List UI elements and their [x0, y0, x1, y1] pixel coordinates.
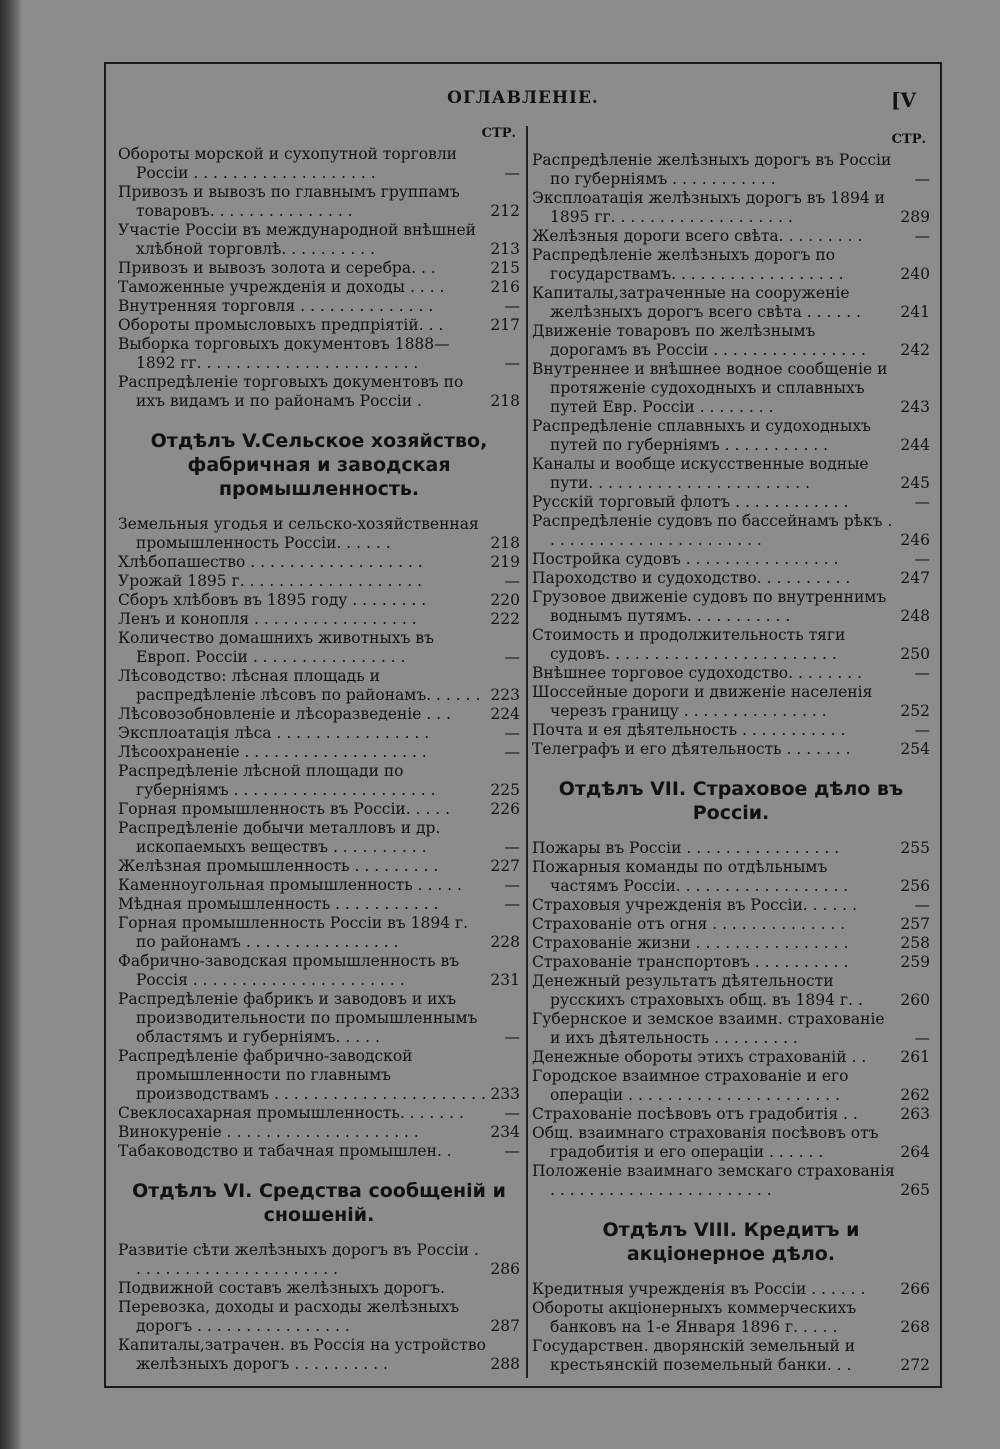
toc-entry [118, 1279, 520, 1298]
toc-entry-page: 241 [900, 303, 930, 321]
toc-entry-page: — [914, 170, 930, 188]
toc-entry-text: Распредѣленіе лѣсной площади по губерніямъ . . . . . . . . . . . . . . . . . . . . . [118, 762, 436, 799]
toc-entry-page: — [504, 354, 520, 372]
toc-entry-page: 242 [900, 341, 930, 359]
toc-entry-page: — [914, 896, 930, 914]
toc-entry-text: Движеніе товаровъ по желѣзнымъ дорогамъ въ Россіи . . . . . . . . . . . . . . . . [532, 322, 866, 359]
toc-entry [532, 550, 930, 569]
toc-entry-page: 218 [490, 392, 520, 410]
toc-entry-page: 248 [900, 607, 930, 625]
toc-entry-page: 258 [900, 934, 930, 952]
toc-entry-page: 265 [900, 1181, 930, 1199]
toc-entry [532, 1067, 930, 1105]
toc-entry-text: Государствен. дворянскій земельный и крестьянскій поземельный банки. . . [532, 1337, 856, 1374]
toc-entry-page: 262 [900, 1086, 930, 1104]
toc-entry [532, 915, 930, 934]
toc-entry [532, 493, 930, 512]
toc-entry-text: Количество домашнихъ животныхъ въ Европ. Россіи . . . . . . . . . . . . . . . . [118, 629, 434, 666]
toc-entry [532, 858, 930, 896]
toc-entry-page: 222 [490, 610, 520, 628]
toc-entry-page: 287 [490, 1317, 520, 1335]
toc-entry-page: — [504, 876, 520, 894]
toc-entry [532, 934, 930, 953]
toc-entry-text: Грузовое движеніе судовъ по внутреннимъ воднымъ путямъ. . . . . . . . . . . [532, 588, 887, 625]
toc-entry-text: Мѣдная промышленность . . . . . . . . . . . [118, 895, 439, 913]
toc-entry-text: Обороты морской и сухопутной торговли Россіи . . . . . . . . . . . . . . . . . . . [118, 145, 457, 182]
toc-entry [532, 626, 930, 664]
toc-entry [532, 151, 930, 189]
toc-entry [118, 762, 520, 800]
toc-entry [118, 819, 520, 857]
toc-entry-text: Страхованіе транспортовъ . . . . . . . . . . [532, 953, 849, 971]
toc-entry-text: Фабрично-заводская промышленность въ Россія . . . . . . . . . . . . . . . . . . . . . . [118, 952, 460, 989]
toc-entry [532, 972, 930, 1010]
toc-entry-page: 243 [900, 398, 930, 416]
toc-entry-text: Желѣзныя дороги всего свѣта. . . . . . . . . [532, 227, 863, 245]
toc-entry-page: 261 [900, 1048, 930, 1066]
toc-entry-page: 252 [900, 702, 930, 720]
toc-entry-text: Распредѣленіе желѣзныхъ дорогъ въ Россіи по губерніямъ . . . . . . . . . . . [532, 151, 892, 188]
toc-entry-page: — [914, 664, 930, 682]
toc-entry-page: 257 [900, 915, 930, 933]
toc-entry-text: Страхованіе жизни . . . . . . . . . . . . . . . . [532, 934, 849, 952]
toc-entry-page: 250 [900, 645, 930, 663]
toc-entry-page: — [504, 838, 520, 856]
toc-entry-page: 213 [490, 240, 520, 258]
toc-entry-page: 228 [490, 933, 520, 951]
toc-entry-text: Горная промышленность Россіи въ 1894 г. по районамъ . . . . . . . . . . . . . . . . [118, 914, 469, 951]
toc-entry-text: Табаководство и табачная промышлен. . [118, 1142, 452, 1160]
toc-entry [532, 740, 930, 759]
toc-block [118, 515, 520, 1161]
toc-entry [118, 1298, 520, 1336]
toc-entry-page: 245 [900, 474, 930, 492]
toc-entry [118, 667, 520, 705]
toc-entry-text: Пароходство и судоходство. . . . . . . . . . [532, 569, 851, 587]
toc-entry-page: 240 [900, 265, 930, 283]
toc-entry-text: Лѣсоводство: лѣсная площадь и распредѣленіе лѣсовъ по районамъ. . . . . . [118, 667, 481, 704]
toc-entry [118, 857, 520, 876]
toc-entry [118, 278, 520, 297]
toc-entry [118, 297, 520, 316]
toc-entry-text: Обороты промысловыхъ предпріятій. . . [118, 316, 444, 334]
toc-entry-page: 255 [900, 839, 930, 857]
toc-entry-text: Капиталы,затраченные на сооруженіе желѣзныхъ дорогъ всего свѣта . . . . . . [532, 284, 861, 321]
toc-entry-page: — [914, 1029, 930, 1047]
toc-block [118, 1241, 520, 1374]
toc-entry-text: Распредѣленіе желѣзныхъ дорогъ по государствамъ. . . . . . . . . . . . . . . . . . [532, 246, 844, 283]
toc-entry-text: Внутреннее и внѣшнее водное сообщеніе и протяженіе судоходныхъ и сплавныхъ путей Евр. Россіи . . . . . . . . [532, 360, 888, 416]
toc-entry [118, 1123, 520, 1142]
toc-entry-text: Губернское и земское взаимн. страхованіе и ихъ дѣятельность . . . . . . . . . [532, 1010, 885, 1047]
toc-entry-text: Кредитныя учрежденія въ Россіи . . . . . . [532, 1280, 866, 1298]
book-binding-edge [0, 0, 22, 1449]
toc-entry-page: 266 [900, 1280, 930, 1298]
toc-entry [118, 743, 520, 762]
toc-entry-text: Лѣсоохраненіе . . . . . . . . . . . . . . . . . . . [118, 743, 427, 761]
toc-entry [532, 1124, 930, 1162]
toc-entry [118, 145, 520, 183]
toc-entry [118, 1241, 520, 1279]
toc-entry [118, 914, 520, 952]
toc-entry [532, 322, 930, 360]
toc-entry-page: 264 [900, 1143, 930, 1161]
toc-entry-text: Хлѣбопашество . . . . . . . . . . . . . . . . . . [118, 553, 423, 571]
toc-entry [118, 1047, 520, 1104]
toc-entry [118, 1336, 520, 1374]
toc-entry-page: 259 [900, 953, 930, 971]
toc-entry-page: — [504, 1104, 520, 1122]
toc-entry-text: Денежный результатъ дѣятельности русскихъ страховыхъ общ. въ 1894 г. . [532, 972, 863, 1009]
toc-entry-page: — [504, 1028, 520, 1046]
toc-entry-page: 226 [490, 800, 520, 818]
toc-entry-text: Постройка судовъ . . . . . . . . . . . . . . . . [532, 550, 839, 568]
page-number: [V [891, 88, 916, 112]
toc-entry-text: Страхованіе отъ огня . . . . . . . . . . . . . . [532, 915, 846, 933]
toc-entry-text: Пожары въ Россіи . . . . . . . . . . . . . . . . [532, 839, 840, 857]
toc-entry-text: Распредѣленіе сплавныхъ и судоходныхъ путей по губерніямъ . . . . . . . . . . . [532, 417, 871, 454]
toc-entry-page: 288 [490, 1355, 520, 1373]
toc-entry-text: Распредѣленіе торговыхъ документовъ по ихъ видамъ и по районамъ Россіи . [118, 373, 464, 410]
toc-entry-page: 247 [900, 569, 930, 587]
toc-entry-text: Страховыя учрежденія въ Россіи. . . . . . [532, 896, 857, 914]
toc-entry [532, 512, 930, 550]
page-title: ОГЛАВЛЕНІЕ. [447, 88, 599, 108]
toc-entry-page: 220 [490, 591, 520, 609]
toc-entry [118, 1104, 520, 1123]
toc-entry-text: Привозъ и вывозъ золота и серебра. . . [118, 259, 436, 277]
page-column-label: СТР. [481, 126, 516, 141]
toc-entry [532, 227, 930, 246]
toc-entry-text: Капиталы,затрачен. въ Россія на устройство желѣзныхъ дорогъ . . . . . . . . . . [118, 1336, 486, 1373]
toc-entry-page: 234 [490, 1123, 520, 1141]
toc-entry-page: 217 [490, 316, 520, 334]
toc-entry-text: Распредѣленіе добычи металловъ и др. ископаемыхъ веществъ . . . . . . . . . . [118, 819, 441, 856]
section-title-5: Отдѣлъ V.Сельское хозяйство, фабричная и заводская промышленность. [150, 430, 488, 500]
toc-entry-text: Урожай 1895 г. . . . . . . . . . . . . . . . . . . [118, 572, 423, 590]
toc-entry [118, 990, 520, 1047]
toc-entry [118, 515, 520, 553]
toc-entry-text: Эксплоатація желѣзныхъ дорогъ въ 1894 и 1895 гг. . . . . . . . . . . . . . . . . . . [532, 189, 885, 226]
toc-entry-page: — [504, 743, 520, 761]
toc-entry [532, 1299, 930, 1337]
toc-entry-text: Таможенные учрежденія и доходы . . . . [118, 278, 445, 296]
toc-entry-page: 246 [900, 531, 930, 549]
toc-block [532, 839, 930, 1200]
toc-entry-text: Обороты акціонерныхъ коммерческихъ банковъ на 1-е Января 1896 г. . . . . [532, 1299, 857, 1336]
toc-entry-text: Телеграфъ и его дѣятельность . . . . . . . [532, 740, 851, 758]
toc-entry-text: Сборъ хлѣбовъ въ 1895 году . . . . . . . . [118, 591, 427, 609]
toc-entry [532, 246, 930, 284]
toc-entry [532, 721, 930, 740]
section-title-6: Отдѣлъ VI. Средства сообщеній и сношеній. [132, 1180, 506, 1226]
section-title-7: Отдѣлъ VII. Страховое дѣло въ Россіи. [558, 778, 904, 824]
toc-entry-text: Выборка торговыхъ документовъ 1888—1892 гг. . . . . . . . . . . . . . . . . . . . . . . [118, 335, 450, 372]
toc-entry [532, 839, 930, 858]
toc-entry-text: Стоимость и продолжительность тяги судовъ. . . . . . . . . . . . . . . . . . . . . . . . [532, 626, 846, 663]
toc-entry [532, 360, 930, 417]
toc-entry-page: 223 [490, 686, 520, 704]
toc-entry-page: — [914, 550, 930, 568]
toc-entry-text: Внѣшнее торговое судоходство. . . . . . . . [532, 664, 863, 682]
toc-entry [118, 705, 520, 724]
toc-entry-page: 286 [490, 1260, 520, 1278]
toc-entry [532, 1010, 930, 1048]
toc-entry-page: — [504, 572, 520, 590]
toc-entry [118, 610, 520, 629]
toc-entry-page: 244 [900, 436, 930, 454]
toc-entry-page: 268 [900, 1318, 930, 1336]
toc-entry-text: Городское взаимное страхованіе и его операціи . . . . . . . . . . . . . . . . . . . . . . [532, 1067, 849, 1104]
toc-entry-text: Общ. взаимнаго страхованія посѣвовъ отъ градобитія и его операціи . . . . . . [532, 1124, 879, 1161]
toc-entry-text: Развитіе сѣти желѣзныхъ дорогъ въ Россіи . . . . . . . . . . . . . . . . . . . . . . [118, 1241, 479, 1278]
toc-entry-page: 254 [900, 740, 930, 758]
section-title-8: Отдѣлъ VIII. Кредитъ и акціонерное дѣло. [602, 1219, 860, 1265]
toc-entry-page: 218 [490, 534, 520, 552]
toc-entry [532, 953, 930, 972]
toc-entry [118, 316, 520, 335]
toc-entry-page: 272 [900, 1356, 930, 1374]
left-column [118, 124, 520, 1374]
toc-block [118, 145, 520, 411]
toc-entry-page: 224 [490, 705, 520, 723]
toc-entry [118, 724, 520, 743]
toc-entry-page: 263 [900, 1105, 930, 1123]
toc-entry [118, 572, 520, 591]
toc-entry-text: Привозъ и вывозъ по главнымъ группамъ товаровъ. . . . . . . . . . . . . . . [118, 183, 460, 220]
toc-entry-text: Распредѣленіе фабрично-заводской промышленности по главнымъ производствамъ . . . . . . . . . . . . . . . . . . . . . . [118, 1047, 486, 1103]
toc-entry [532, 1162, 930, 1200]
toc-entry-page: 216 [490, 278, 520, 296]
toc-entry-page: — [504, 724, 520, 742]
toc-entry-page: 231 [490, 971, 520, 989]
toc-block [532, 1280, 930, 1375]
toc-entry-text: Лѣсовозобновленіе и лѣсоразведеніе . . . [118, 705, 451, 723]
toc-entry-text: Винокуреніе . . . . . . . . . . . . . . . . . . . . [118, 1123, 419, 1141]
toc-entry [532, 189, 930, 227]
toc-entry [118, 221, 520, 259]
toc-entry-page: — [504, 895, 520, 913]
toc-entry [118, 553, 520, 572]
toc-entry-page: 289 [900, 208, 930, 226]
toc-entry [532, 455, 930, 493]
toc-entry [118, 373, 520, 411]
toc-entry-page: — [914, 721, 930, 739]
toc-entry [118, 1142, 520, 1161]
toc-entry-page: 212 [490, 202, 520, 220]
toc-entry-page: — [504, 297, 520, 315]
toc-entry-text: Денежные обороты этихъ страхованій . . [532, 1048, 867, 1066]
toc-entry-text: Участіе Россіи въ международной внѣшней хлѣбной торговлѣ. . . . . . . . . . [118, 221, 476, 258]
toc-entry-text: Свеклосахарная промышленность. . . . . . . [118, 1104, 464, 1122]
toc-entry-text: Внутренняя торговля . . . . . . . . . . . . . . [118, 297, 434, 315]
toc-entry-text: Пожарныя команды по отдѣльнымъ частямъ Россіи. . . . . . . . . . . . . . . . . . [532, 858, 849, 895]
toc-entry-page: 233 [490, 1085, 520, 1103]
toc-entry [532, 588, 930, 626]
toc-entry-text: Каналы и вообще искусственные водные пути. . . . . . . . . . . . . . . . . . . . . . . [532, 455, 869, 492]
toc-entry [532, 417, 930, 455]
toc-entry [532, 284, 930, 322]
toc-entry [118, 591, 520, 610]
toc-entry-page: 219 [490, 553, 520, 571]
column-divider [526, 126, 528, 1378]
toc-entry [532, 683, 930, 721]
toc-entry-page: 227 [490, 857, 520, 875]
toc-entry-text: Перевозка, доходы и расходы желѣзныхъ дорогъ . . . . . . . . . . . . . . . . [118, 1298, 460, 1335]
toc-entry [532, 664, 930, 683]
toc-entry-text: Желѣзная промышленность . . . . . . . . . [118, 857, 439, 875]
toc-entry-text: Шоссейные дороги и движеніе населенія черезъ границу . . . . . . . . . . . . . . . [532, 683, 873, 720]
toc-entry [532, 1337, 930, 1375]
toc-entry-page: 225 [490, 781, 520, 799]
toc-entry-text: Эксплоатація лѣса . . . . . . . . . . . . . . . . [118, 724, 430, 742]
toc-entry [118, 259, 520, 278]
toc-entry [118, 876, 520, 895]
toc-entry-text: Горная промышленность въ Россіи. . . . . [118, 800, 451, 818]
toc-entry [118, 895, 520, 914]
toc-entry-text: Страхованіе посѣвовъ отъ градобитія . . [532, 1105, 858, 1123]
toc-entry-page: — [914, 493, 930, 511]
toc-entry-text: Положеніе взаимнаго земскаго страхованія . . . . . . . . . . . . . . . . . . . . . . . [532, 1162, 895, 1199]
toc-entry-page: — [504, 648, 520, 666]
toc-entry [532, 1280, 930, 1299]
toc-entry [118, 335, 520, 373]
right-column [532, 130, 930, 1375]
toc-entry [118, 800, 520, 819]
toc-entry [532, 1105, 930, 1124]
toc-entry-text: Подвижной составъ желѣзныхъ дорогъ. [118, 1279, 445, 1297]
toc-entry-text: Ленъ и конопля . . . . . . . . . . . . . . . . . [118, 610, 417, 628]
toc-entry [118, 629, 520, 667]
toc-entry-text: Распредѣленіе фабрикъ и заводовъ и ихъ производительности по промышленнымъ областямъ и губерніямъ. . . . . [118, 990, 478, 1046]
toc-entry-page: 260 [900, 991, 930, 1009]
page-column-label: СТР. [891, 132, 926, 147]
toc-entry-text: Русскій торговый флотъ . . . . . . . . . . . . [532, 493, 849, 511]
toc-entry [118, 952, 520, 990]
toc-entry [118, 183, 520, 221]
toc-entry-text: Каменноугольная промышленность . . . . . [118, 876, 462, 894]
page-header [104, 88, 942, 118]
toc-entry [532, 896, 930, 915]
toc-entry [532, 1048, 930, 1067]
toc-block [532, 151, 930, 759]
toc-entry-text: Земельныя угодья и сельско-хозяйственная промышленность Россіи. . . . . . [118, 515, 479, 552]
toc-entry [532, 569, 930, 588]
toc-entry-page: — [504, 1142, 520, 1160]
toc-entry-page: — [504, 164, 520, 182]
toc-entry-text: Распредѣленіе судовъ по бассейнамъ рѣкъ . . . . . . . . . . . . . . . . . . . . . . . [532, 512, 893, 549]
toc-entry-text: Почта и ея дѣятельность . . . . . . . . . . . [532, 721, 846, 739]
toc-entry-page: — [914, 227, 930, 245]
toc-entry-page: 215 [490, 259, 520, 277]
toc-entry-page: 256 [900, 877, 930, 895]
